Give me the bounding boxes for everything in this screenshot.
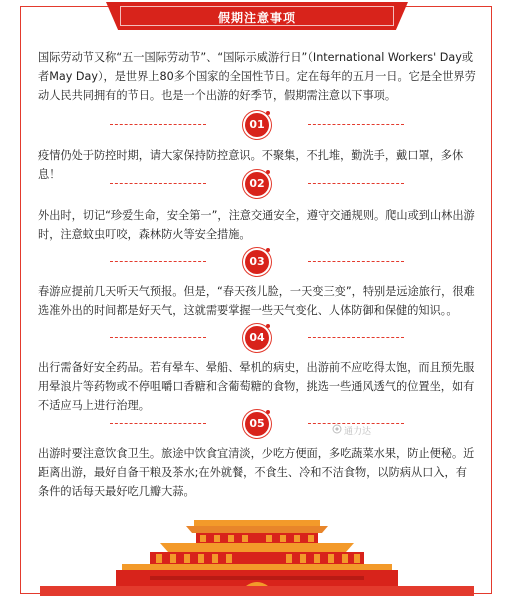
watermark-text: 通力达: [344, 427, 372, 437]
divider-dash-right: [308, 183, 404, 184]
header: [0, 2, 514, 34]
divider-dash-left: [110, 183, 206, 184]
divider-dash-left: [110, 124, 206, 125]
section-divider-04: [110, 324, 404, 354]
section-number-badge: 04: [245, 326, 269, 350]
section-text-03: 春游应提前几天听天气预报。但是，“春天孩儿脸，一天变三变”，特别是远途旅行，很难选准外出的时间都是好天气，这就需要掌握一些天气变化、人体防御和保健的知识。。: [38, 285, 475, 317]
section-text-05: 出游时要注意饮食卫生。旅途中饮食宜清淡，少吃方便面，多吃蔬菜水果，防止便秘。近距离出游，最好自备干粮及茶水;在外就餐，不食生、冷和不洁食物，以防病从口入，有条件的话每天最好吃几瓣大蒜。: [38, 447, 475, 498]
badge-dot: [266, 111, 270, 115]
page-title: 假期注意事项: [217, 11, 296, 25]
section-number-badge: 02: [245, 172, 269, 196]
divider-dash-right: [308, 124, 404, 125]
badge-dot: [266, 248, 270, 252]
section-text-01: 疫情仍处于防控时期，请大家保持防控意识。不聚集，不扎堆，勤洗手，戴口罩，多休息！: [38, 149, 464, 181]
section-divider-03: [110, 248, 404, 278]
section-text-02: 外出时，切记“珍爱生命，安全第一”，注意交通安全，遵守交通规则。爬山或到山林出游时，注意蚊虫叮咬，森林防火等安全措施。: [38, 209, 475, 241]
logo-icon: [332, 424, 342, 434]
intro-paragraph: 国际劳动节又称“五一国际劳动节”、“国际示威游行日”（International Workers' Day或者May Day），是世界上80多个国家的全国性节日。定在每年的五月一日。它是全世界劳动人民共同拥有的节日。也是一个出游的好季节，假期需注意以下事项。: [38, 51, 476, 102]
divider-dash-right: [308, 261, 404, 262]
section-number-badge: 03: [245, 250, 269, 274]
divider-dash-left: [110, 337, 206, 338]
section-number-badge: 05: [245, 412, 269, 436]
badge-dot: [266, 170, 270, 174]
divider-dash-left: [110, 423, 206, 424]
section-divider-02: [110, 170, 404, 200]
section-number-badge: 01: [245, 113, 269, 137]
section-text-04: 出行需备好安全药品。若有晕车、晕船、晕机的病史，出游前不应吃得太饱，而且预先服用晕浪片等药物或不停咀嚼口香糖和含葡萄糖的食物，挑选一些通风透气的位置坐，如有不适应马上进行治理。: [38, 361, 475, 412]
divider-dash-right: [308, 337, 404, 338]
badge-dot: [266, 324, 270, 328]
badge-dot: [266, 410, 270, 414]
section-divider-01: [110, 111, 404, 141]
divider-dash-left: [110, 261, 206, 262]
